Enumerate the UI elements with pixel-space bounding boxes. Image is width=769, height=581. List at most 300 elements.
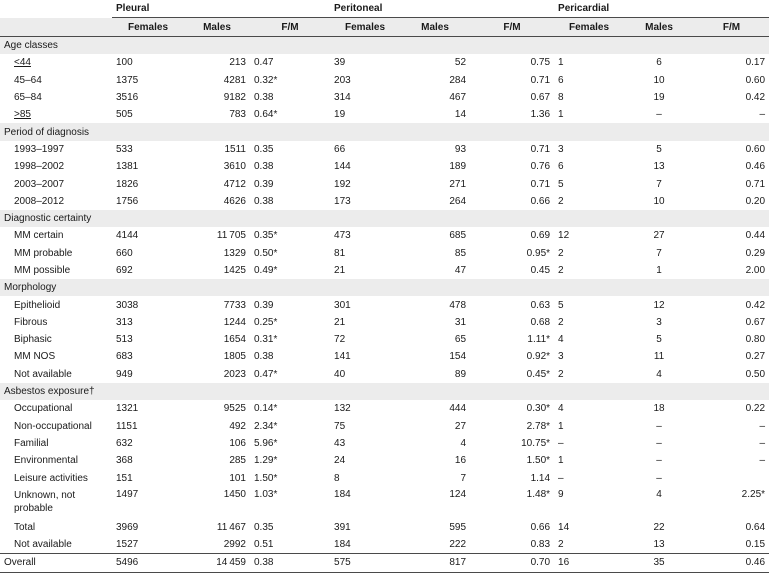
table-cell: 14: [558, 521, 570, 533]
row-label: [0, 89, 112, 106]
row-label: [0, 279, 112, 296]
section-filler: [694, 123, 769, 140]
table-cell: 1.14: [530, 472, 551, 484]
table-cell: 24: [334, 455, 346, 467]
table-cell: 271: [449, 178, 467, 190]
table-cell: 0.95*: [526, 247, 551, 259]
table-cell: 85: [454, 247, 467, 259]
table-cell: 0.38: [254, 351, 274, 363]
row-label: [0, 452, 112, 469]
table-cell: 1425: [223, 265, 246, 276]
table-cell: 0.35: [254, 143, 274, 155]
table-cell: 0.35: [254, 521, 274, 533]
table-cell: 0.63: [530, 299, 551, 311]
section-filler: [184, 210, 250, 227]
table-cell: 0.66: [530, 521, 551, 533]
row-label-text: Asbestos exposure†: [4, 386, 95, 398]
row-label-text: MM NOS: [14, 351, 56, 363]
table-cell: 65: [454, 334, 467, 346]
table-row: [0, 418, 769, 435]
table-cell: 3610: [223, 161, 246, 173]
table-cell: 12: [653, 299, 665, 311]
table-cell: 21: [334, 265, 346, 276]
row-label: [0, 366, 112, 383]
row-label-text: Occupational: [14, 403, 73, 415]
section-filler: [470, 210, 554, 227]
section-filler: [624, 279, 694, 296]
section-filler: [470, 279, 554, 296]
table-cell: 11 705: [216, 230, 246, 242]
table-cell: 0.46: [745, 161, 766, 173]
table-row: [0, 435, 769, 452]
table-cell: 632: [116, 437, 133, 449]
row-label-text: Period of diagnosis: [4, 126, 90, 138]
table-cell: 2.00: [745, 265, 766, 276]
table-cell: 101: [229, 472, 246, 484]
section-header-row: [0, 279, 769, 296]
table-cell: 4: [558, 334, 564, 346]
table-cell: 1381: [116, 161, 139, 173]
table-cell: 817: [400, 554, 470, 572]
section-filler: [112, 210, 184, 227]
row-label-text: Total: [14, 521, 36, 533]
row-label: [0, 262, 112, 279]
row-label: [0, 193, 112, 210]
table-cell: 1826: [116, 178, 139, 190]
row-label-text: Not available: [14, 368, 72, 380]
table-cell: 2: [558, 539, 564, 551]
table-cell: –: [558, 437, 564, 449]
table-cell: 151: [116, 472, 133, 484]
section-header-row: [0, 210, 769, 227]
table-cell: 10.75*: [521, 437, 551, 449]
table-cell: 0.83: [530, 539, 551, 551]
row-label: [0, 536, 112, 554]
row-label: [0, 348, 112, 365]
table-cell: 2.25*: [741, 488, 766, 500]
table-cell: 2: [558, 368, 564, 380]
section-filler: [400, 123, 470, 140]
table-cell: 2: [558, 316, 564, 328]
table-cell: 2: [558, 265, 564, 276]
table-cell: 0.32*: [254, 74, 278, 86]
table-cell: 189: [449, 161, 467, 173]
section-filler: [554, 37, 624, 55]
table-cell: 685: [449, 230, 467, 242]
table-cell: 35: [624, 554, 694, 572]
table-cell: 22: [653, 521, 665, 533]
table-cell: 6: [558, 74, 564, 86]
table-cell: 0.66: [530, 195, 551, 207]
table-cell: 8: [558, 92, 564, 104]
row-label: [0, 227, 112, 244]
row-label: [0, 245, 112, 262]
table-cell: 0.44: [745, 230, 766, 242]
table-cell: 19: [334, 109, 346, 121]
table-row: [0, 227, 769, 244]
table-row: [0, 296, 769, 313]
row-label-text: Morphology: [4, 282, 57, 294]
row-label: [0, 106, 112, 123]
table-cell: 301: [334, 299, 351, 311]
row-label: [0, 296, 112, 313]
table-cell: –: [759, 437, 766, 449]
table-cell: 444: [449, 403, 467, 415]
table-cell: –: [656, 420, 662, 432]
table-row: [0, 348, 769, 365]
table-cell: 692: [116, 265, 133, 276]
row-label-text: <44: [14, 57, 31, 69]
table-row: [0, 175, 769, 192]
table-cell: 6: [656, 57, 662, 69]
row-label: [0, 72, 112, 89]
column-header-row: [0, 18, 769, 37]
table-row: [0, 141, 769, 158]
table-cell: 1.50*: [254, 472, 278, 484]
section-filler: [184, 37, 250, 55]
row-label-text: 2008–2012: [14, 195, 65, 207]
table-cell: 8: [334, 472, 340, 484]
section-filler: [400, 279, 470, 296]
table-cell: 0.35*: [254, 230, 278, 242]
table-cell: 1151: [116, 420, 138, 432]
row-label-text: 45–64: [14, 74, 42, 86]
table-cell: 0.60: [745, 143, 766, 155]
table-cell: 314: [334, 92, 351, 104]
table-cell: 1.29*: [254, 455, 278, 467]
row-label-text: Environmental: [14, 455, 78, 467]
table-cell: 192: [334, 178, 351, 190]
section-filler: [554, 279, 624, 296]
row-label-text: Familial: [14, 437, 49, 449]
section-filler: [554, 210, 624, 227]
table-row: [0, 106, 769, 123]
table-cell: 1.11*: [527, 334, 551, 346]
section-filler: [330, 37, 400, 55]
section-filler: [470, 37, 554, 55]
table-cell: –: [656, 455, 662, 467]
table-row: [0, 72, 769, 89]
table-cell: 4712: [223, 178, 246, 190]
row-label-text: Not available: [14, 539, 72, 551]
table-cell: 9182: [223, 92, 246, 104]
table-cell: 2992: [223, 539, 246, 551]
table-cell: 1.03*: [254, 488, 278, 500]
table-cell: 81: [334, 247, 346, 259]
group-pleural: Pleural: [112, 0, 330, 18]
table-cell: 0.71: [530, 143, 551, 155]
section-filler: [330, 279, 400, 296]
table-cell: 0.80: [745, 334, 766, 346]
table-cell: 14 459: [184, 554, 250, 572]
col-pericardial-males: Males: [624, 18, 694, 37]
table-cell: 1.48*: [526, 488, 551, 500]
table-cell: 3: [558, 143, 564, 155]
section-filler: [250, 37, 330, 55]
section-filler: [184, 383, 250, 400]
overall-row: [0, 554, 769, 572]
table-cell: 11: [653, 351, 665, 363]
row-label: [0, 383, 112, 400]
table-cell: 368: [116, 455, 133, 467]
table-cell: 0.76: [530, 161, 551, 173]
row-label: [0, 519, 112, 536]
table-cell: 106: [229, 437, 246, 449]
table-cell: 5496: [112, 554, 184, 572]
table-cell: 14: [454, 109, 467, 121]
row-label: [0, 175, 112, 192]
table-cell: 154: [449, 351, 467, 363]
table-cell: 1: [558, 109, 564, 121]
table-cell: 141: [334, 351, 351, 363]
section-filler: [694, 279, 769, 296]
row-label-text: 1998–2002: [14, 161, 65, 173]
row-label-text: MM probable: [14, 247, 73, 259]
table-cell: 213: [229, 57, 246, 69]
table-cell: 0.50: [745, 368, 766, 380]
row-label: [0, 418, 112, 435]
table-cell: 0.47*: [254, 368, 278, 380]
table-cell: 0.51: [254, 539, 274, 551]
table-cell: 10: [653, 74, 665, 86]
group-header-row: [0, 0, 769, 18]
table-cell: 1756: [116, 195, 139, 207]
table-row: [0, 366, 769, 383]
table-cell: 0.42: [745, 299, 766, 311]
table-cell: 0.49*: [254, 265, 278, 276]
table-cell: 40: [334, 368, 346, 380]
table-cell: 0.20: [745, 195, 766, 207]
table-row: [0, 519, 769, 536]
table-cell: 0.45: [530, 265, 551, 276]
row-label: [0, 400, 112, 417]
section-filler: [694, 383, 769, 400]
col-pleural-females: Females: [112, 18, 184, 37]
table-cell: 2.34*: [254, 420, 278, 432]
table-cell: 184: [334, 539, 351, 551]
table-cell: 13: [653, 161, 665, 173]
section-filler: [694, 37, 769, 55]
table-cell: 11 467: [216, 521, 246, 533]
table-cell: 100: [116, 57, 133, 69]
section-header-row: [0, 123, 769, 140]
col-pleural-males: Males: [184, 18, 250, 37]
row-label-text: Age classes: [4, 40, 58, 52]
table-cell: 47: [454, 265, 467, 276]
table-cell: 478: [449, 299, 467, 311]
col-peritoneal-males: Males: [400, 18, 470, 37]
table-cell: 144: [334, 161, 351, 173]
table-cell: 5: [558, 299, 564, 311]
table-cell: 0.67: [745, 316, 766, 328]
row-label: [0, 314, 112, 331]
table-cell: 222: [449, 539, 467, 551]
table-cell: –: [759, 420, 766, 432]
table-cell: 284: [449, 74, 467, 86]
table-cell: 492: [229, 420, 246, 432]
table-cell: 533: [116, 143, 133, 155]
table-cell: 1450: [223, 488, 246, 500]
table-cell: 1654: [223, 334, 246, 346]
section-filler: [400, 37, 470, 55]
table-cell: –: [759, 455, 766, 467]
row-label: [0, 54, 112, 71]
section-filler: [470, 123, 554, 140]
table-cell: 3: [558, 351, 564, 363]
col-peritoneal-fm: F/M: [470, 18, 554, 37]
table-cell: 391: [334, 521, 351, 533]
table-cell: 16: [454, 455, 467, 467]
table-cell: 5: [558, 178, 564, 190]
row-label: [0, 331, 112, 348]
table-row: [0, 400, 769, 417]
table-cell: 473: [334, 230, 351, 242]
table-cell: 0.30*: [526, 403, 551, 415]
row-label: [0, 37, 112, 55]
table-cell: 2: [558, 247, 564, 259]
section-filler: [112, 383, 184, 400]
section-filler: [624, 383, 694, 400]
table-cell: 0.47: [254, 57, 274, 69]
table-row: [0, 331, 769, 348]
table-cell: –: [558, 472, 564, 484]
table-cell: 3038: [116, 299, 139, 311]
section-filler: [112, 279, 184, 296]
section-filler: [250, 210, 330, 227]
table-cell: 93: [454, 143, 467, 155]
section-filler: [330, 123, 400, 140]
row-label-text: 1993–1997: [14, 143, 65, 155]
table-cell: 660: [116, 247, 133, 259]
section-filler: [624, 123, 694, 140]
row-label: [0, 487, 112, 519]
table-cell: 1321: [116, 403, 139, 415]
table-cell: 4281: [223, 74, 246, 86]
table-cell: 1244: [223, 316, 246, 328]
table-cell: 467: [449, 92, 467, 104]
section-filler: [184, 123, 250, 140]
section-filler: [250, 383, 330, 400]
table-cell: 13: [653, 539, 665, 551]
table-cell: 783: [229, 109, 246, 121]
table-cell: 595: [449, 521, 467, 533]
table-cell: 0.31*: [254, 334, 278, 346]
table-cell: 0.27: [745, 351, 766, 363]
table-cell: 9: [558, 488, 564, 500]
row-label-text: Epithelioid: [14, 299, 61, 311]
row-label-text: Biphasic: [14, 334, 52, 346]
table-cell: 1.36: [530, 109, 551, 121]
table-cell: 0.92*: [526, 351, 551, 363]
table-cell: 1497: [116, 488, 139, 500]
section-filler: [694, 210, 769, 227]
table-cell: 52: [454, 57, 467, 69]
table-cell: 7: [656, 247, 662, 259]
col-pericardial-females: Females: [554, 18, 624, 37]
table-cell: 0.67: [530, 92, 551, 104]
table-cell: 575: [330, 554, 400, 572]
row-label-text: Diagnostic certainty: [4, 213, 92, 225]
table-cell: 1.50*: [526, 455, 551, 467]
row-label: [0, 435, 112, 452]
table-cell: 0.39: [254, 299, 274, 311]
section-filler: [624, 210, 694, 227]
table-cell: 0.38: [254, 92, 274, 104]
table-cell: 0.14*: [254, 403, 278, 415]
table-cell: 0.15: [745, 539, 766, 551]
table-cell: 10: [653, 195, 665, 207]
table-cell: 0.71: [530, 74, 551, 86]
table-cell: –: [656, 437, 662, 449]
table-cell: 1: [558, 420, 564, 432]
table-cell: 4626: [223, 195, 246, 207]
table-cell: 0.71: [745, 178, 766, 190]
table-cell: 0.29: [745, 247, 766, 259]
section-filler: [470, 383, 554, 400]
col-pericardial-fm: F/M: [694, 18, 769, 37]
table-cell: 6: [558, 161, 564, 173]
table-cell: 0.71: [530, 178, 551, 190]
table-cell: 31: [454, 316, 467, 328]
table-row: [0, 158, 769, 175]
table-cell: 0.69: [530, 230, 551, 242]
table-cell: 1511: [224, 143, 246, 155]
table-cell: 0.60: [745, 74, 766, 86]
row-label-text: Overall: [4, 557, 36, 569]
section-filler: [400, 383, 470, 400]
table-cell: 39: [334, 57, 346, 69]
table-cell: 9525: [223, 403, 246, 415]
table-cell: 89: [454, 368, 467, 380]
table-cell: 1: [656, 265, 662, 276]
table-row: [0, 314, 769, 331]
section-filler: [250, 123, 330, 140]
table-row: [0, 89, 769, 106]
row-label-text: Non-occupational: [14, 420, 92, 432]
table-cell: 124: [449, 488, 467, 500]
row-label: [0, 158, 112, 175]
table-cell: 66: [334, 143, 346, 155]
section-filler: [554, 123, 624, 140]
table-cell: 4144: [116, 230, 139, 242]
table-cell: 683: [116, 351, 133, 363]
table-cell: 1: [558, 455, 564, 467]
table-cell: 264: [449, 195, 467, 207]
table-cell: 1805: [223, 351, 246, 363]
table-cell: 0.38: [250, 554, 330, 572]
row-label-text: Leisure activities: [14, 472, 88, 484]
section-filler: [400, 210, 470, 227]
table-cell: 0.25*: [254, 316, 278, 328]
row-label: [0, 141, 112, 158]
section-filler: [250, 279, 330, 296]
table-cell: 0.38: [254, 195, 274, 207]
table-cell: 0.68: [530, 316, 551, 328]
table-cell: 18: [653, 403, 665, 415]
table-cell: 0.46: [694, 554, 769, 572]
table-cell: 513: [116, 334, 133, 346]
table-cell: 75: [334, 420, 346, 432]
table-row: [0, 193, 769, 210]
table-cell: 5: [656, 143, 662, 155]
table-cell: –: [656, 109, 662, 121]
row-label-text: MM possible: [14, 265, 71, 276]
table-cell: 7733: [223, 299, 246, 311]
table-cell: 0.22: [745, 403, 766, 415]
table-row: [0, 469, 769, 486]
table-cell: 4: [558, 403, 564, 415]
group-peritoneal: Peritoneal: [330, 0, 554, 18]
